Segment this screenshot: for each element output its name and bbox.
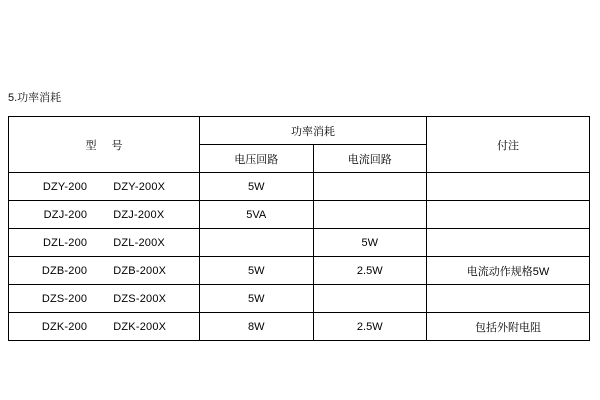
cell-model — [9, 229, 200, 257]
header-model-label: 型 号 — [85, 139, 129, 152]
cell-current — [313, 173, 427, 201]
power-consumption-table — [8, 116, 590, 341]
header-current-circuit: 电流回路 — [313, 145, 427, 173]
model-name-variant: DZJ-200X — [113, 208, 165, 221]
cell-note — [427, 201, 590, 229]
cell-current: 2.5W — [313, 313, 427, 341]
cell-voltage: 8W — [200, 313, 314, 341]
power-consumption-table-wrapper — [8, 116, 590, 341]
section-title: 5.功率消耗 — [8, 92, 62, 104]
cell-model — [9, 173, 200, 201]
model-name-primary: DZL-200 — [43, 236, 88, 249]
cell-note — [427, 173, 590, 201]
cell-current: 5W — [313, 229, 427, 257]
cell-note: 电流动作规格5W — [427, 257, 590, 285]
table-row — [9, 173, 590, 201]
cell-model — [9, 313, 200, 341]
cell-current — [313, 201, 427, 229]
cell-model — [9, 201, 200, 229]
cell-current — [313, 285, 427, 313]
cell-voltage: 5VA — [200, 201, 314, 229]
table-row — [9, 229, 590, 257]
table-row — [9, 285, 590, 313]
table-body — [9, 173, 590, 341]
model-name-primary: DZY-200 — [42, 180, 88, 193]
model-name-variant: DZS-200X — [113, 292, 167, 305]
cell-model — [9, 257, 200, 285]
table-header-row-1 — [9, 117, 590, 145]
cell-voltage: 5W — [200, 173, 314, 201]
header-voltage-circuit: 电压回路 — [200, 145, 314, 173]
model-name-variant: DZK-200X — [113, 320, 167, 333]
cell-voltage: 5W — [200, 285, 314, 313]
cell-note — [427, 229, 590, 257]
model-name-primary: DZJ-200 — [43, 208, 88, 221]
model-name-variant: DZY-200X — [113, 180, 166, 193]
model-name-variant: DZB-200X — [113, 264, 167, 277]
table-row — [9, 257, 590, 285]
model-name-variant: DZL-200X — [113, 236, 165, 249]
model-name-primary: DZS-200 — [41, 292, 88, 305]
cell-voltage — [200, 229, 314, 257]
cell-note: 包括外附电阻 — [427, 313, 590, 341]
header-model — [9, 117, 200, 173]
model-name-primary: DZB-200 — [41, 264, 88, 277]
header-note: 付注 — [427, 117, 590, 173]
cell-model — [9, 285, 200, 313]
cell-note — [427, 285, 590, 313]
header-power-group: 功率消耗 — [200, 117, 427, 145]
table-header — [9, 117, 590, 173]
model-name-primary: DZK-200 — [41, 320, 88, 333]
cell-current: 2.5W — [313, 257, 427, 285]
table-row — [9, 201, 590, 229]
table-row — [9, 313, 590, 341]
cell-voltage: 5W — [200, 257, 314, 285]
